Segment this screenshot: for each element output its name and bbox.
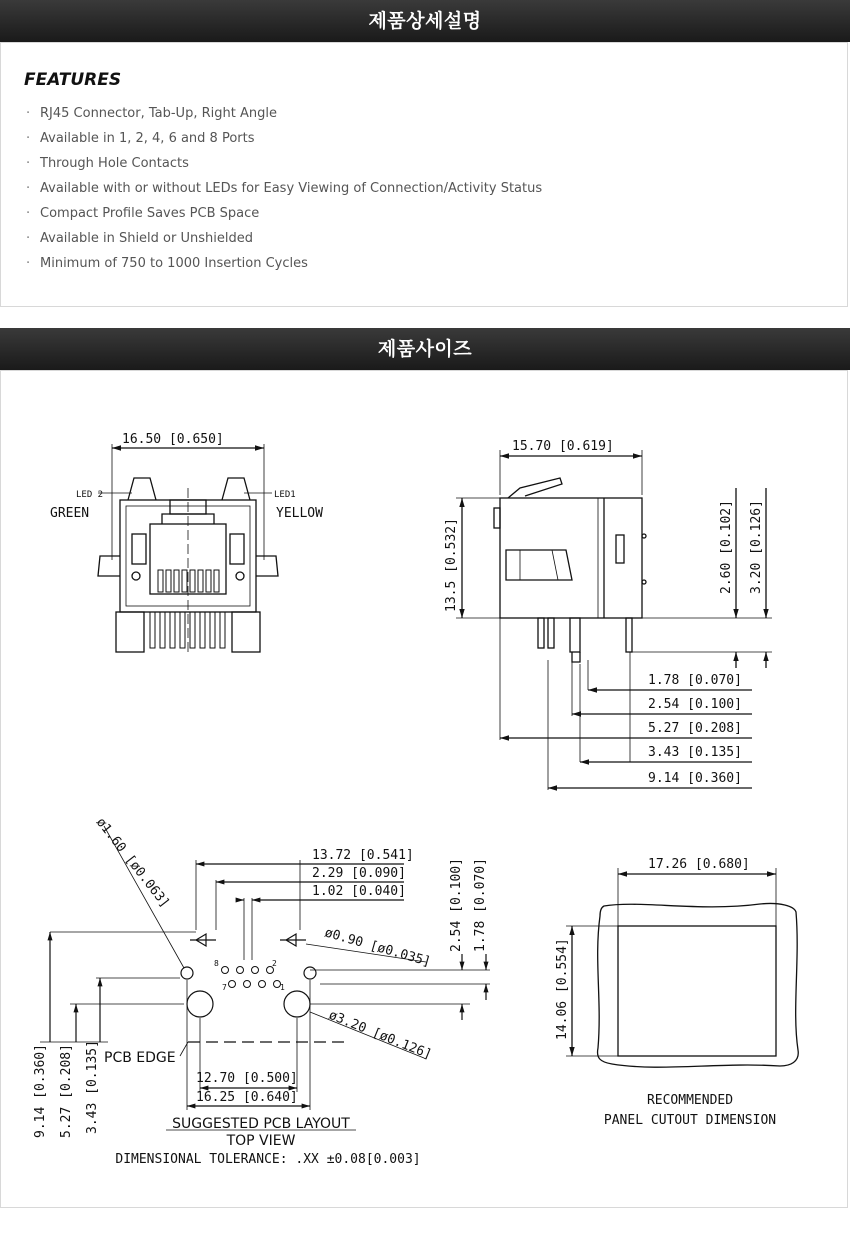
- hole-small-dim: ø1.60 [ø0.063]: [92, 815, 173, 911]
- detail-title: 제품상세설명: [368, 10, 482, 32]
- side-dim-2: 2.54 [0.100]: [648, 697, 742, 712]
- green-label: GREEN: [50, 506, 90, 521]
- pin2-label: 2: [272, 959, 277, 968]
- pin8-label: 8: [214, 959, 219, 968]
- pcb-dim-left1: 9.14 [0.360]: [33, 1044, 48, 1138]
- pcb-caption2: TOP VIEW: [226, 1133, 296, 1149]
- pin7-label: 7: [222, 983, 227, 992]
- feature-item: · RJ45 Connector, Tab-Up, Right Angle: [26, 106, 277, 121]
- front-width-dim: 16.50 [0.650]: [122, 432, 224, 447]
- feature-item: · Available in Shield or Unshielded: [26, 231, 253, 246]
- cutout-width-dim: 17.26 [0.680]: [648, 857, 750, 872]
- side-dim-4: 3.43 [0.135]: [648, 745, 742, 760]
- feature-item: · Available with or without LEDs for Easy Viewing of Connection/Activity Status: [26, 181, 543, 196]
- pin1-label: 1: [280, 983, 285, 992]
- pcb-dim-top2: 2.29 [0.090]: [312, 866, 406, 881]
- side-dim-3: 5.27 [0.208]: [648, 721, 742, 736]
- side-width-dim: 15.70 [0.619]: [512, 439, 614, 454]
- pcb-edge-label: PCB EDGE: [104, 1050, 176, 1066]
- feature-item: · Compact Profile Saves PCB Space: [26, 206, 260, 221]
- led1-label: LED1: [274, 490, 296, 500]
- yellow-label: YELLOW: [276, 506, 323, 521]
- feature-item: · Available in 1, 2, 4, 6 and 8 Ports: [26, 131, 255, 146]
- side-dim-5: 9.14 [0.360]: [648, 771, 742, 786]
- feature-item: · Through Hole Contacts: [26, 156, 189, 171]
- cutout-height-dim: 14.06 [0.554]: [555, 938, 570, 1040]
- features-title: FEATURES: [24, 70, 122, 90]
- pcb-dim-top1: 13.72 [0.541]: [312, 848, 414, 863]
- pcb-dim-bottom1: 12.70 [0.500]: [196, 1071, 298, 1086]
- led2-label: LED 2: [76, 490, 104, 500]
- pcb-dim-left3: 3.43 [0.135]: [85, 1040, 100, 1134]
- cutout-caption2: PANEL CUTOUT DIMENSION: [603, 1113, 777, 1128]
- hole-big-dim: ø3.20 [ø0.126]: [326, 1007, 434, 1063]
- pcb-dim-right1: 2.54 [0.100]: [449, 858, 464, 952]
- feature-item: · Minimum of 750 to 1000 Insertion Cycles: [26, 256, 308, 271]
- front-view: [98, 444, 278, 652]
- pcb-caption3: DIMENSIONAL TOLERANCE: .XX ±0.08[0.003]: [115, 1152, 421, 1167]
- side-dim-a: 2.60 [0.102]: [719, 500, 734, 594]
- side-dim-b: 3.20 [0.126]: [749, 500, 764, 594]
- pcb-dim-right2: 1.78 [0.070]: [473, 858, 488, 952]
- pcb-dim-left2: 5.27 [0.208]: [59, 1044, 74, 1138]
- size-title: 제품사이즈: [377, 338, 473, 360]
- hole-pin-dim: ø0.90 [ø0.035]: [322, 925, 433, 971]
- panel-cutout: [566, 868, 798, 1067]
- pcb-caption1: SUGGESTED PCB LAYOUT: [172, 1116, 350, 1132]
- side-dim-1: 1.78 [0.070]: [648, 673, 742, 688]
- side-height-dim: 13.5 [0.532]: [444, 518, 459, 612]
- pcb-dim-bottom2: 16.25 [0.640]: [196, 1090, 298, 1105]
- pcb-dim-top3: 1.02 [0.040]: [312, 884, 406, 899]
- cutout-caption1: RECOMMENDED: [646, 1093, 734, 1108]
